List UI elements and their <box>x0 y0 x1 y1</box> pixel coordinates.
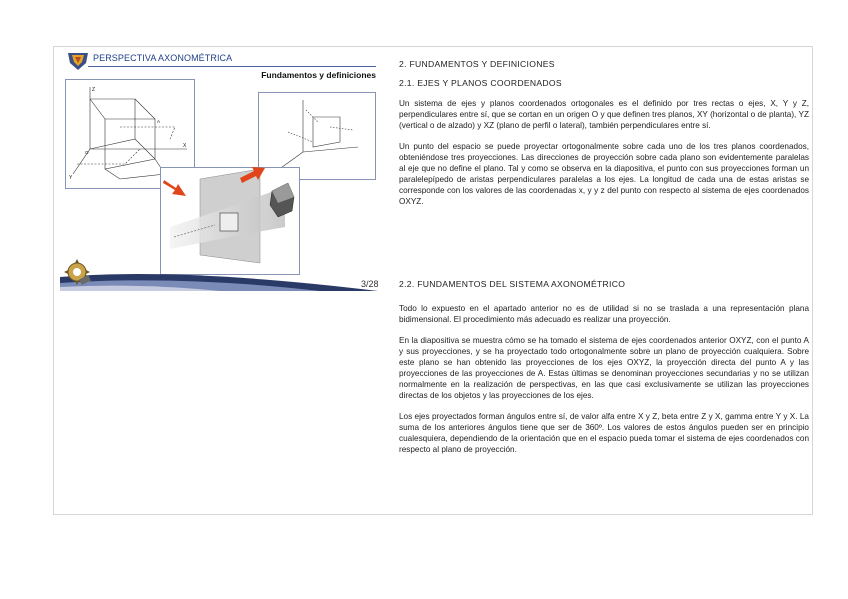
label-z: Z <box>92 87 96 93</box>
label-a: A <box>157 119 161 124</box>
paragraph-3: Todo lo expuesto en el apartado anterior no es de utilidad si no se traslada a una representación plana bidimensional. El procedimiento más adecuado es realizar una proyección. <box>399 304 809 324</box>
gear-icon <box>62 257 92 287</box>
arrow-icon <box>238 164 266 184</box>
title-divider <box>88 66 376 67</box>
subsection-title-2: 2.2. FUNDAMENTOS DEL SISTEMA AXONOMÉTRICO <box>399 279 626 289</box>
paragraph-4: En la diapositiva se muestra cómo se ha tomado el sistema de ejes coordenados anterior OXYZ, con el punto A y sus proyecciones, y se ha proyectado todo ortogonalmente sobre un plano de proyección cualquiera. Sobre este plano se han obtenido las proyecciones de los ejes OXYZ, la proyección directa del punto A y las proyecciones de las proyecciones de A. Estas últimas se denominan proyecciones secundarias y no se utilizan normalmente en la realización de perspectivas, en las que casi exclusivamente se utilizan las proyecciones directas de los objetos y las proyecciones de los ejes. <box>399 336 809 400</box>
shield-logo-icon <box>66 51 90 71</box>
subsection-title-1: 2.1. EJES Y PLANOS COORDENADOS <box>399 78 562 88</box>
paragraph-2: Un punto del espacio se puede proyectar ortogonalmente sobre cada uno de los tres planos coordenados, obteniéndose tres proyecciones. Las direcciones de proyección sobre cada plano son evidentemente paralelas al eje que no define el plano. Tal y como se observa en la diapositiva, el punto con sus proyecciones forman un paralelepípedo de aristas perpendiculares paralelas a los ejes. La longitud de cada una de estas aristas se corresponde con los valores de las coordenadas x, y y z del punto con respecto al sistema de ejes coordenados OXYZ. <box>399 142 809 206</box>
decorative-swoosh <box>60 255 378 291</box>
slide-number: 3/28 <box>361 279 379 289</box>
label-x: X <box>183 143 187 149</box>
slide-thumbnail <box>60 51 378 291</box>
paragraph-1: Un sistema de ejes y planos coordenados ortogonales es el definido por tres rectas o ejes, X, Y y Z, perpendiculares entre sí, que se cortan en un origen O y que definen tres planos, XY (horizontal o de planta), YZ (vertical o de alzado) y XZ (plano de perfil o lateral), también perpendiculares entre sí. <box>399 99 809 130</box>
slide-subtitle: Fundamentos y definiciones <box>261 70 376 80</box>
notes-text-block-1 <box>399 59 809 217</box>
arrow-icon <box>162 176 188 198</box>
slide-title: PERSPECTIVA AXONOMÉTRICA <box>93 53 233 63</box>
section-title: 2. FUNDAMENTOS Y DEFINICIONES <box>399 59 555 69</box>
label-y: Y <box>69 175 73 181</box>
paragraph-5: Los ejes proyectados forman ángulos entre sí, de valor alfa entre X y Z, beta entre Z y X, gamma entre Y y X. La suma de los anteriores ángulos tiene que ser de 360º. Los valores de estos ángulos pueden ser en principio cualesquiera, dependiendo de la orientación que en el espacio pueda tomar el sistema de ejes coordenados con respecto al plano de proyección. <box>399 412 809 454</box>
label-o: O <box>85 150 89 155</box>
notes-text-block-2 <box>399 303 809 465</box>
